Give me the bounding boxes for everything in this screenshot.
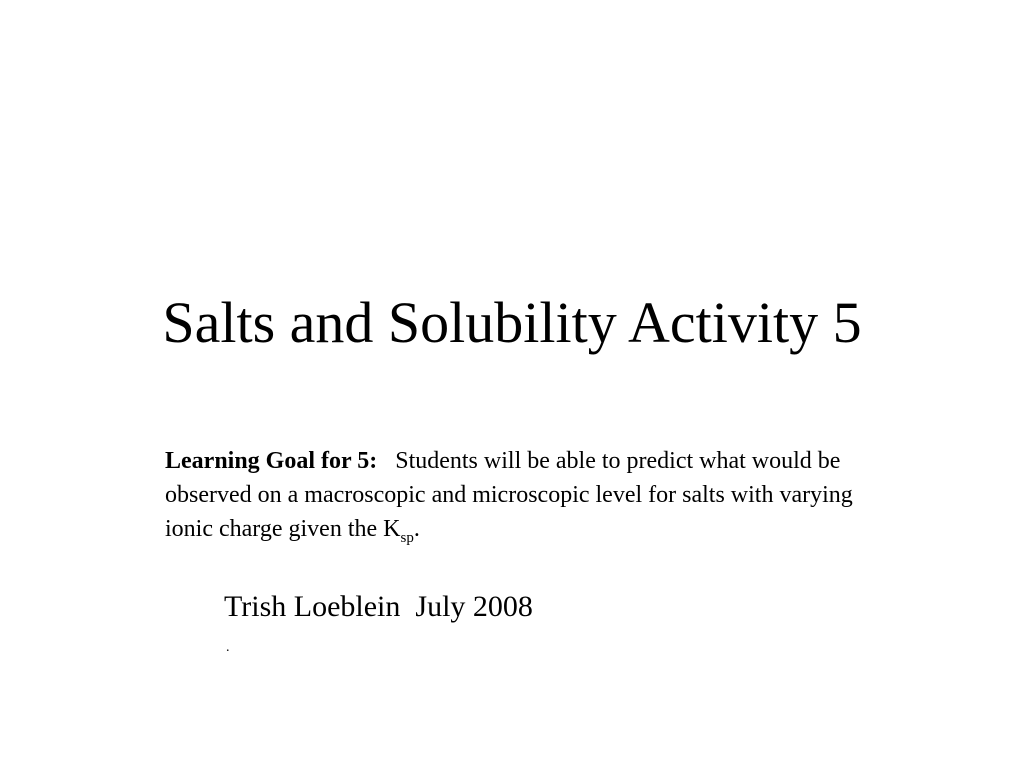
learning-goal-text: Students will be able to predict what would be observed on a macroscopic and microscopic level for salts with varying ionic charge given the K	[165, 448, 853, 542]
learning-goal-period: .	[413, 516, 420, 542]
learning-goal	[165, 444, 865, 546]
learning-goal-label: Learning Goal for 5:	[165, 448, 378, 474]
ksp-subscript: sp	[400, 530, 414, 546]
slide-title: Salts and Solubility Activity 5	[162, 290, 862, 355]
footnote-dot: .	[226, 640, 230, 655]
author-date-line: Trish Loeblein July 2008	[224, 590, 533, 623]
